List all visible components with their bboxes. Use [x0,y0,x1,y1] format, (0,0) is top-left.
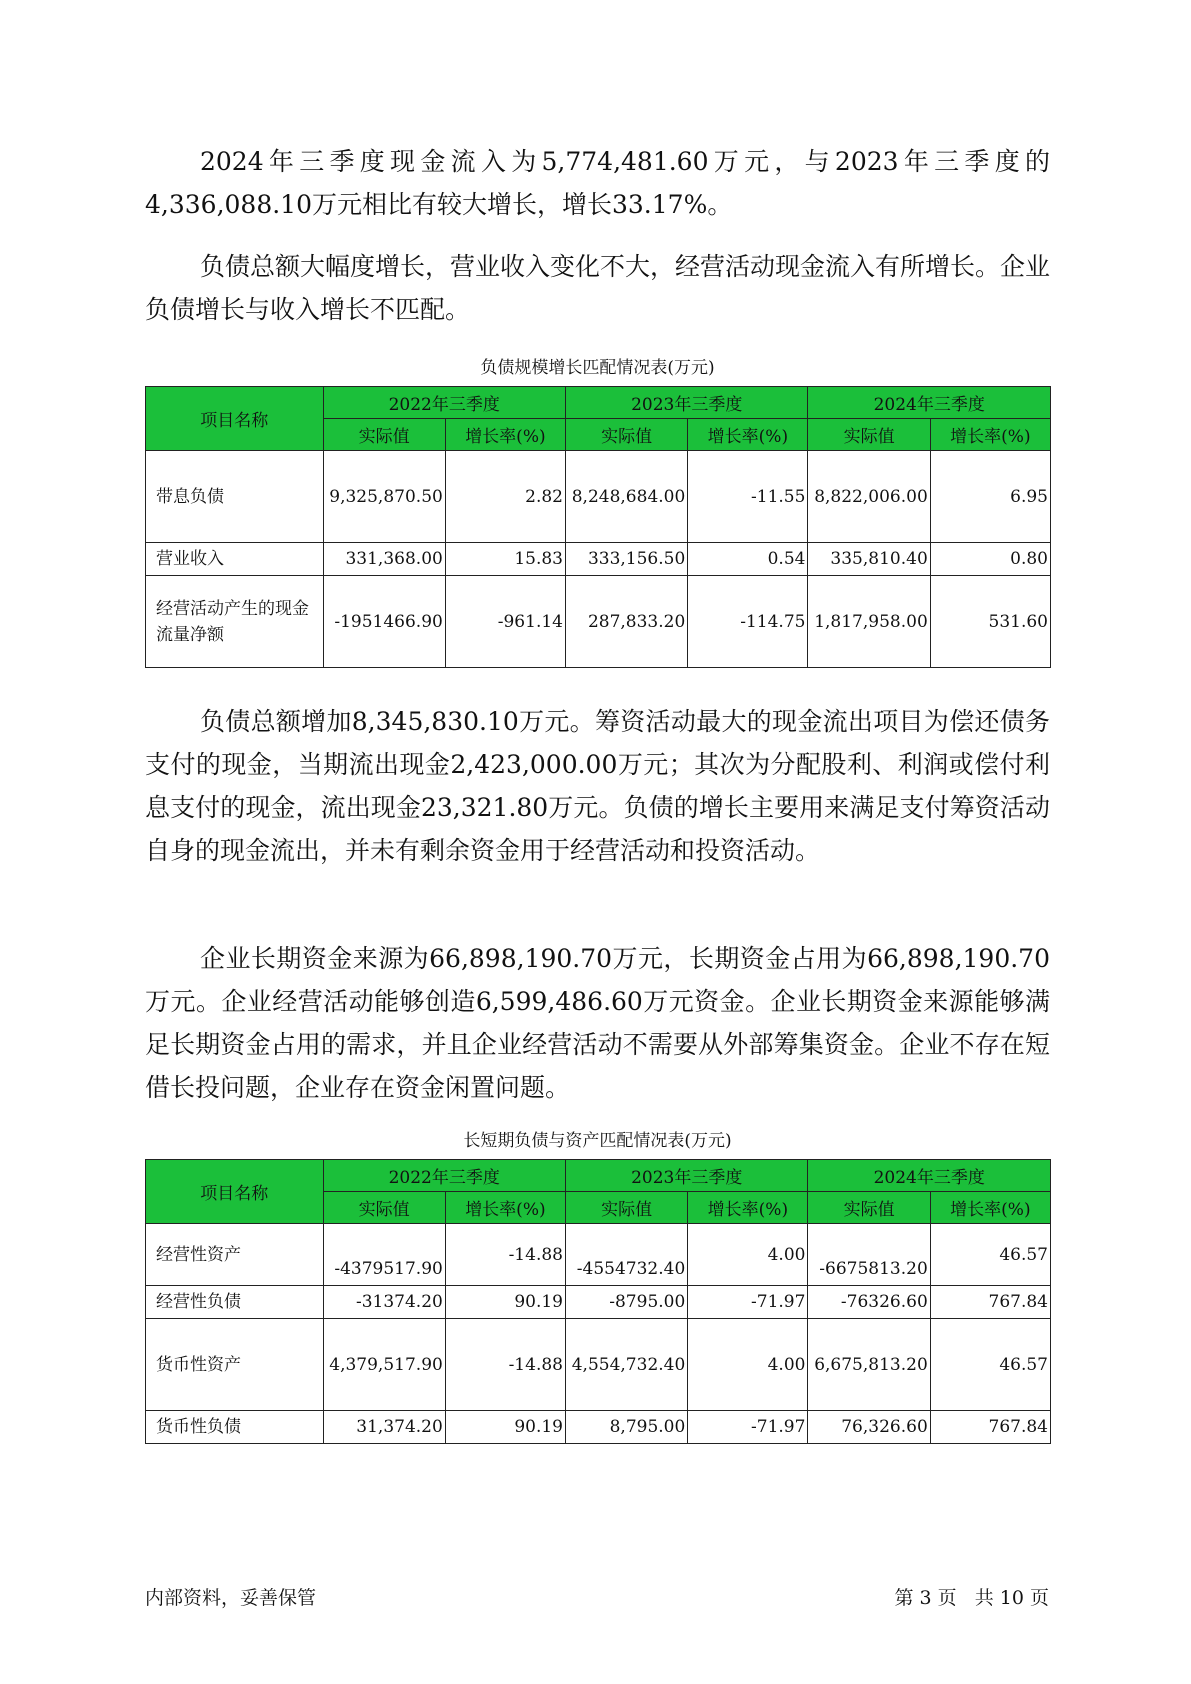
cell-value: 8,248,684.00 [565,451,687,543]
paragraph-liability-usage: 负债总额增加8,345,830.10万元。筹资活动最大的现金流出项目为偿还债务支付的现金，当期流出现金2,423,000.00万元；其次为分配股利、利润或偿付利息支付的现金，流出现金23,321.80万元。负债的增长主要用来满足支付筹资活动自身的现金流出，并未有剩余资金用于经营活动和投资活动。 [145,707,1050,865]
cell-value: 0.54 [688,543,808,576]
cell-value: -4379517.90 [323,1224,445,1286]
header-growth: 增长率(%) [445,1192,565,1224]
paragraph-liability-growth: 负债总额大幅度增长，营业收入变化不大，经营活动现金流入有所增长。企业负债增长与收入增长不匹配。 [145,252,1051,324]
header-period-2023: 2023年三季度 [565,1160,807,1192]
cell-value: 90.19 [445,1411,565,1444]
header-period-2022: 2022年三季度 [323,387,565,419]
cell-value: 767.84 [930,1286,1050,1319]
cell-value: -114.75 [688,576,808,668]
cell-value: -8795.00 [565,1286,687,1319]
cell-value: 4.00 [688,1319,808,1411]
cell-value: -11.55 [688,451,808,543]
header-actual: 实际值 [808,1192,930,1224]
header-actual: 实际值 [565,419,687,451]
cell-value: -961.14 [445,576,565,668]
header-actual: 实际值 [808,419,930,451]
cell-value: 6,675,813.20 [808,1319,930,1411]
footer-page-number: 第 3 页 共 10 页 [894,1587,1049,1609]
cell-value: 531.60 [930,576,1050,668]
table-row [146,1411,1051,1444]
table-row [146,576,1051,668]
table-row [146,1286,1051,1319]
cell-value: 335,810.40 [808,543,930,576]
cell-value: -6675813.20 [808,1224,930,1286]
table-row [146,1319,1051,1411]
row-name: 营业收入 [146,543,324,576]
cell-value: 767.84 [930,1411,1050,1444]
cell-value: 0.80 [930,543,1050,576]
table-row [146,451,1051,543]
header-period-2024: 2024年三季度 [808,387,1051,419]
header-item-name: 项目名称 [146,387,324,451]
cell-value: 333,156.50 [565,543,687,576]
cell-value: 287,833.20 [565,576,687,668]
cell-value: -71.97 [688,1411,808,1444]
cell-value: -4554732.40 [565,1224,687,1286]
asset-liability-match-table [145,1159,1051,1444]
table2-caption: 长短期负债与资产匹配情况表(万元) [463,1131,732,1151]
cell-value: 9,325,870.50 [323,451,445,543]
header-growth: 增长率(%) [688,419,808,451]
table-row [146,1224,1051,1286]
paragraph-long-term-capital: 企业长期资金来源为66,898,190.70万元，长期资金占用为66,898,190.70万元。企业经营活动能够创造6,599,486.60万元资金。企业长期资金来源能够满足长期资金占用的需求，并且企业经营活动不需要从外部筹集资金。企业不存在短借长投问题，企业存在资金闲置问题。 [145,944,1050,1102]
cell-value: -14.88 [445,1224,565,1286]
cell-value: 1,817,958.00 [808,576,930,668]
header-growth: 增长率(%) [930,419,1050,451]
header-actual: 实际值 [565,1192,687,1224]
header-period-2024: 2024年三季度 [808,1160,1051,1192]
row-name: 货币性负债 [146,1411,324,1444]
cell-value: 76,326.60 [808,1411,930,1444]
liability-growth-table [145,386,1051,668]
row-name: 经营性资产 [146,1224,324,1286]
cell-value: 4,379,517.90 [323,1319,445,1411]
header-growth: 增长率(%) [930,1192,1050,1224]
table1-caption: 负债规模增长匹配情况表(万元) [480,358,715,378]
header-item-name: 项目名称 [146,1160,324,1224]
cell-value: 46.57 [930,1224,1050,1286]
cell-value: 2.82 [445,451,565,543]
cell-value: -76326.60 [808,1286,930,1319]
cell-value: 4.00 [688,1224,808,1286]
table-row [146,543,1051,576]
header-period-2023: 2023年三季度 [565,387,807,419]
cell-value: 4,554,732.40 [565,1319,687,1411]
row-name: 货币性资产 [146,1319,324,1411]
cell-value: -31374.20 [323,1286,445,1319]
cell-value: 46.57 [930,1319,1050,1411]
row-name: 带息负债 [146,451,324,543]
cell-value: 8,822,006.00 [808,451,930,543]
footer-confidential-note: 内部资料，妥善保管 [145,1587,317,1609]
cell-value: 90.19 [445,1286,565,1319]
header-actual: 实际值 [323,1192,445,1224]
row-name: 经营性负债 [146,1286,324,1319]
cell-value: 6.95 [930,451,1050,543]
cell-value: 331,368.00 [323,543,445,576]
cell-value: 8,795.00 [565,1411,687,1444]
cell-value: 15.83 [445,543,565,576]
cell-value: -71.97 [688,1286,808,1319]
cell-value: 31,374.20 [323,1411,445,1444]
header-period-2022: 2022年三季度 [323,1160,565,1192]
header-actual: 实际值 [323,419,445,451]
header-growth: 增长率(%) [445,419,565,451]
paragraph-cash-inflow: 2024年三季度现金流入为5,774,481.60万元，与2023年三季度的4,336,088.10万元相比有较大增长，增长33.17%。 [145,147,1050,219]
cell-value: -14.88 [445,1319,565,1411]
header-growth: 增长率(%) [688,1192,808,1224]
cell-value: -1951466.90 [323,576,445,668]
row-name: 经营活动产生的现金流量净额 [146,576,324,668]
